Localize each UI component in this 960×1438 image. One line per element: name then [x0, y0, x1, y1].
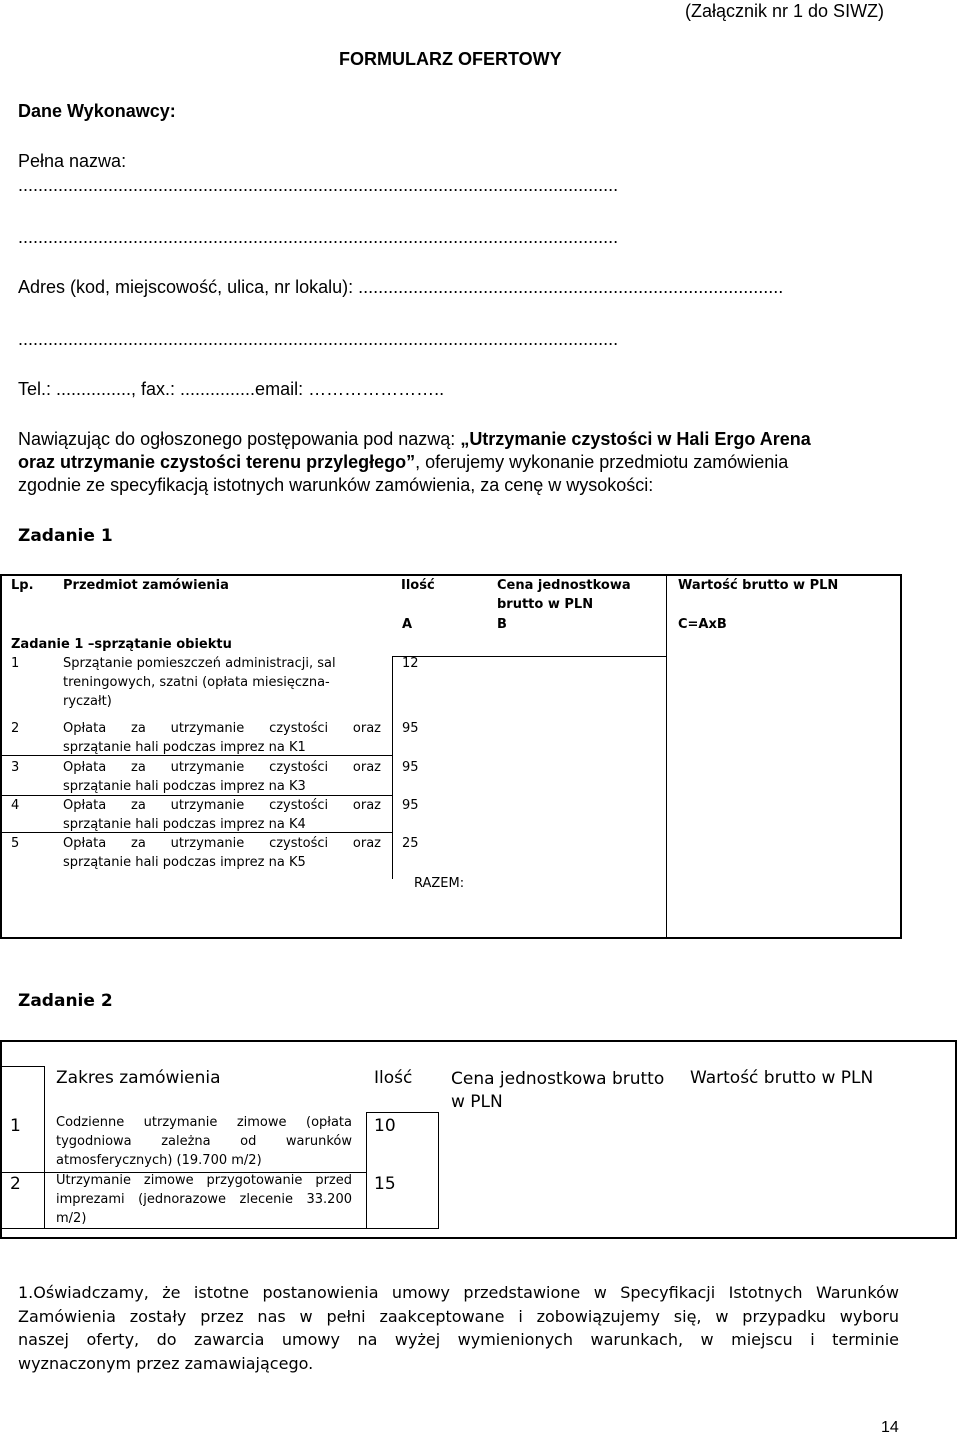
- col-letter-c: C=AxB: [678, 617, 727, 632]
- form-title: FORMULARZ OFERTOWY: [339, 49, 562, 69]
- declaration-line: 1.Oświadczamy, że istotne postanowienia umowy przedstawione w Specyfikacji Istotnych Warunków: [18, 1283, 899, 1302]
- intro-suffix: , oferujemy wykonanie przedmiotu zamówienia: [415, 452, 789, 472]
- col-qty-header: Ilość: [401, 578, 435, 593]
- table-row-scope: Utrzymanie zimowe przygotowanie przed imprezami (jednorazowe zlecenie 33.200 m/2): [56, 1173, 352, 1226]
- task2-heading: Zadanie 2: [18, 991, 113, 1011]
- address-field-2[interactable]: ........................................................................................................................: [18, 329, 619, 349]
- table-row-qty: 95: [402, 721, 419, 736]
- table-row-qty: 10: [374, 1116, 396, 1136]
- table-row-lp: 5: [11, 836, 20, 851]
- table-row-qty: 25: [402, 836, 419, 851]
- table-row-subject: Sprzątanie pomieszczeń administracji, sal treningowych, szatni (opłata miesięczna- ryczałt): [63, 656, 336, 709]
- col-value-header: Wartość brutto w PLN: [678, 578, 839, 593]
- col-unit-price-header-1: Cena jednostkowa: [497, 578, 631, 593]
- total-label: RAZEM:: [414, 876, 465, 891]
- full-name-field-1[interactable]: ........................................................................................................................: [18, 175, 619, 195]
- col-letter-b: B: [497, 617, 507, 632]
- task1-heading: Zadanie 1: [18, 526, 113, 546]
- intro-line-3: zgodnie ze specyfikacją istotnych warunków zamówienia, za cenę w wysokości:: [18, 475, 654, 495]
- col-unit-price-header-2: brutto w PLN: [497, 597, 594, 612]
- task1-section-label: Zadanie 1 –sprzątanie obiektu: [11, 637, 232, 652]
- table-row-lp: 4: [11, 798, 20, 813]
- col-letter-a: A: [402, 617, 413, 632]
- address-field-1[interactable]: .....................................................................................: [358, 277, 784, 297]
- contact-line[interactable]: Tel.: ..............., fax.: ...............email: …………………..: [18, 379, 445, 399]
- declaration-line: naszej oferty, do zawarcia umowy na wyżej wymienionych warunkach, w miejscu i terminie: [18, 1330, 899, 1349]
- table-row-scope: Codzienne utrzymanie zimowe (opłata tygodniowa zależna od warunków atmosferycznych) (19.700 m/2): [56, 1115, 352, 1168]
- declaration-line: Zamówienia zostały przez nas w pełni zaakceptowane i zobowiązujemy się, w przypadku wyboru: [18, 1306, 899, 1326]
- table-row-lp: 1: [10, 1116, 21, 1136]
- annex-label: (Załącznik nr 1 do SIWZ): [685, 1, 885, 21]
- full-name-label: Pełna nazwa:: [18, 151, 127, 171]
- table-row-lp: 3: [11, 760, 20, 775]
- tender-name-part-2: oraz utrzymanie czystości terenu przyległego”: [18, 452, 416, 472]
- t2-col-scope-header: Zakres zamówienia: [56, 1068, 221, 1088]
- table-row-lp: 1: [11, 656, 20, 671]
- table-row-qty: 12: [402, 656, 419, 671]
- declaration-paragraph: [18, 1281, 899, 1375]
- declaration-line: wyznaczonym przez zamawiającego.: [18, 1353, 314, 1373]
- table-row-qty: 95: [402, 798, 419, 813]
- t2-col-value-header: Wartość brutto w PLN: [690, 1068, 874, 1088]
- table-row-qty: 15: [374, 1174, 396, 1194]
- t2-col-qty-header: Ilość: [374, 1068, 413, 1088]
- table-row-subject: Opłata za utrzymanie czystości oraz sprzątanie hali podczas imprez na K4: [63, 798, 381, 832]
- address-label: Adres (kod, miejscowość, ulica, nr lokalu):: [18, 277, 359, 297]
- table-row-subject: Opłata za utrzymanie czystości oraz sprzątanie hali podczas imprez na K1: [63, 721, 381, 755]
- table-row-subject: Opłata za utrzymanie czystości oraz sprzątanie hali podczas imprez na K3: [63, 760, 381, 794]
- table-row-subject: Opłata za utrzymanie czystości oraz sprzątanie hali podczas imprez na K5: [63, 836, 381, 870]
- col-lp-header: Lp.: [11, 578, 34, 593]
- col-subject-header: Przedmiot zamówienia: [63, 578, 229, 593]
- table-row-qty: 95: [402, 760, 419, 775]
- full-name-field-2[interactable]: ........................................................................................................................: [18, 227, 619, 247]
- table-row-lp: 2: [11, 721, 20, 736]
- intro-prefix: Nawiązując do ogłoszonego postępowania pod nazwą:: [18, 429, 461, 449]
- contractor-heading: Dane Wykonawcy:: [18, 101, 176, 121]
- tender-name-part-1: „Utrzymanie czystości w Hali Ergo Arena: [460, 429, 811, 449]
- table-row-lp: 2: [10, 1174, 21, 1194]
- t2-col-unit-price-header: Cena jednostkowa brutto w PLN: [451, 1069, 665, 1112]
- page-number: 14: [881, 1419, 899, 1436]
